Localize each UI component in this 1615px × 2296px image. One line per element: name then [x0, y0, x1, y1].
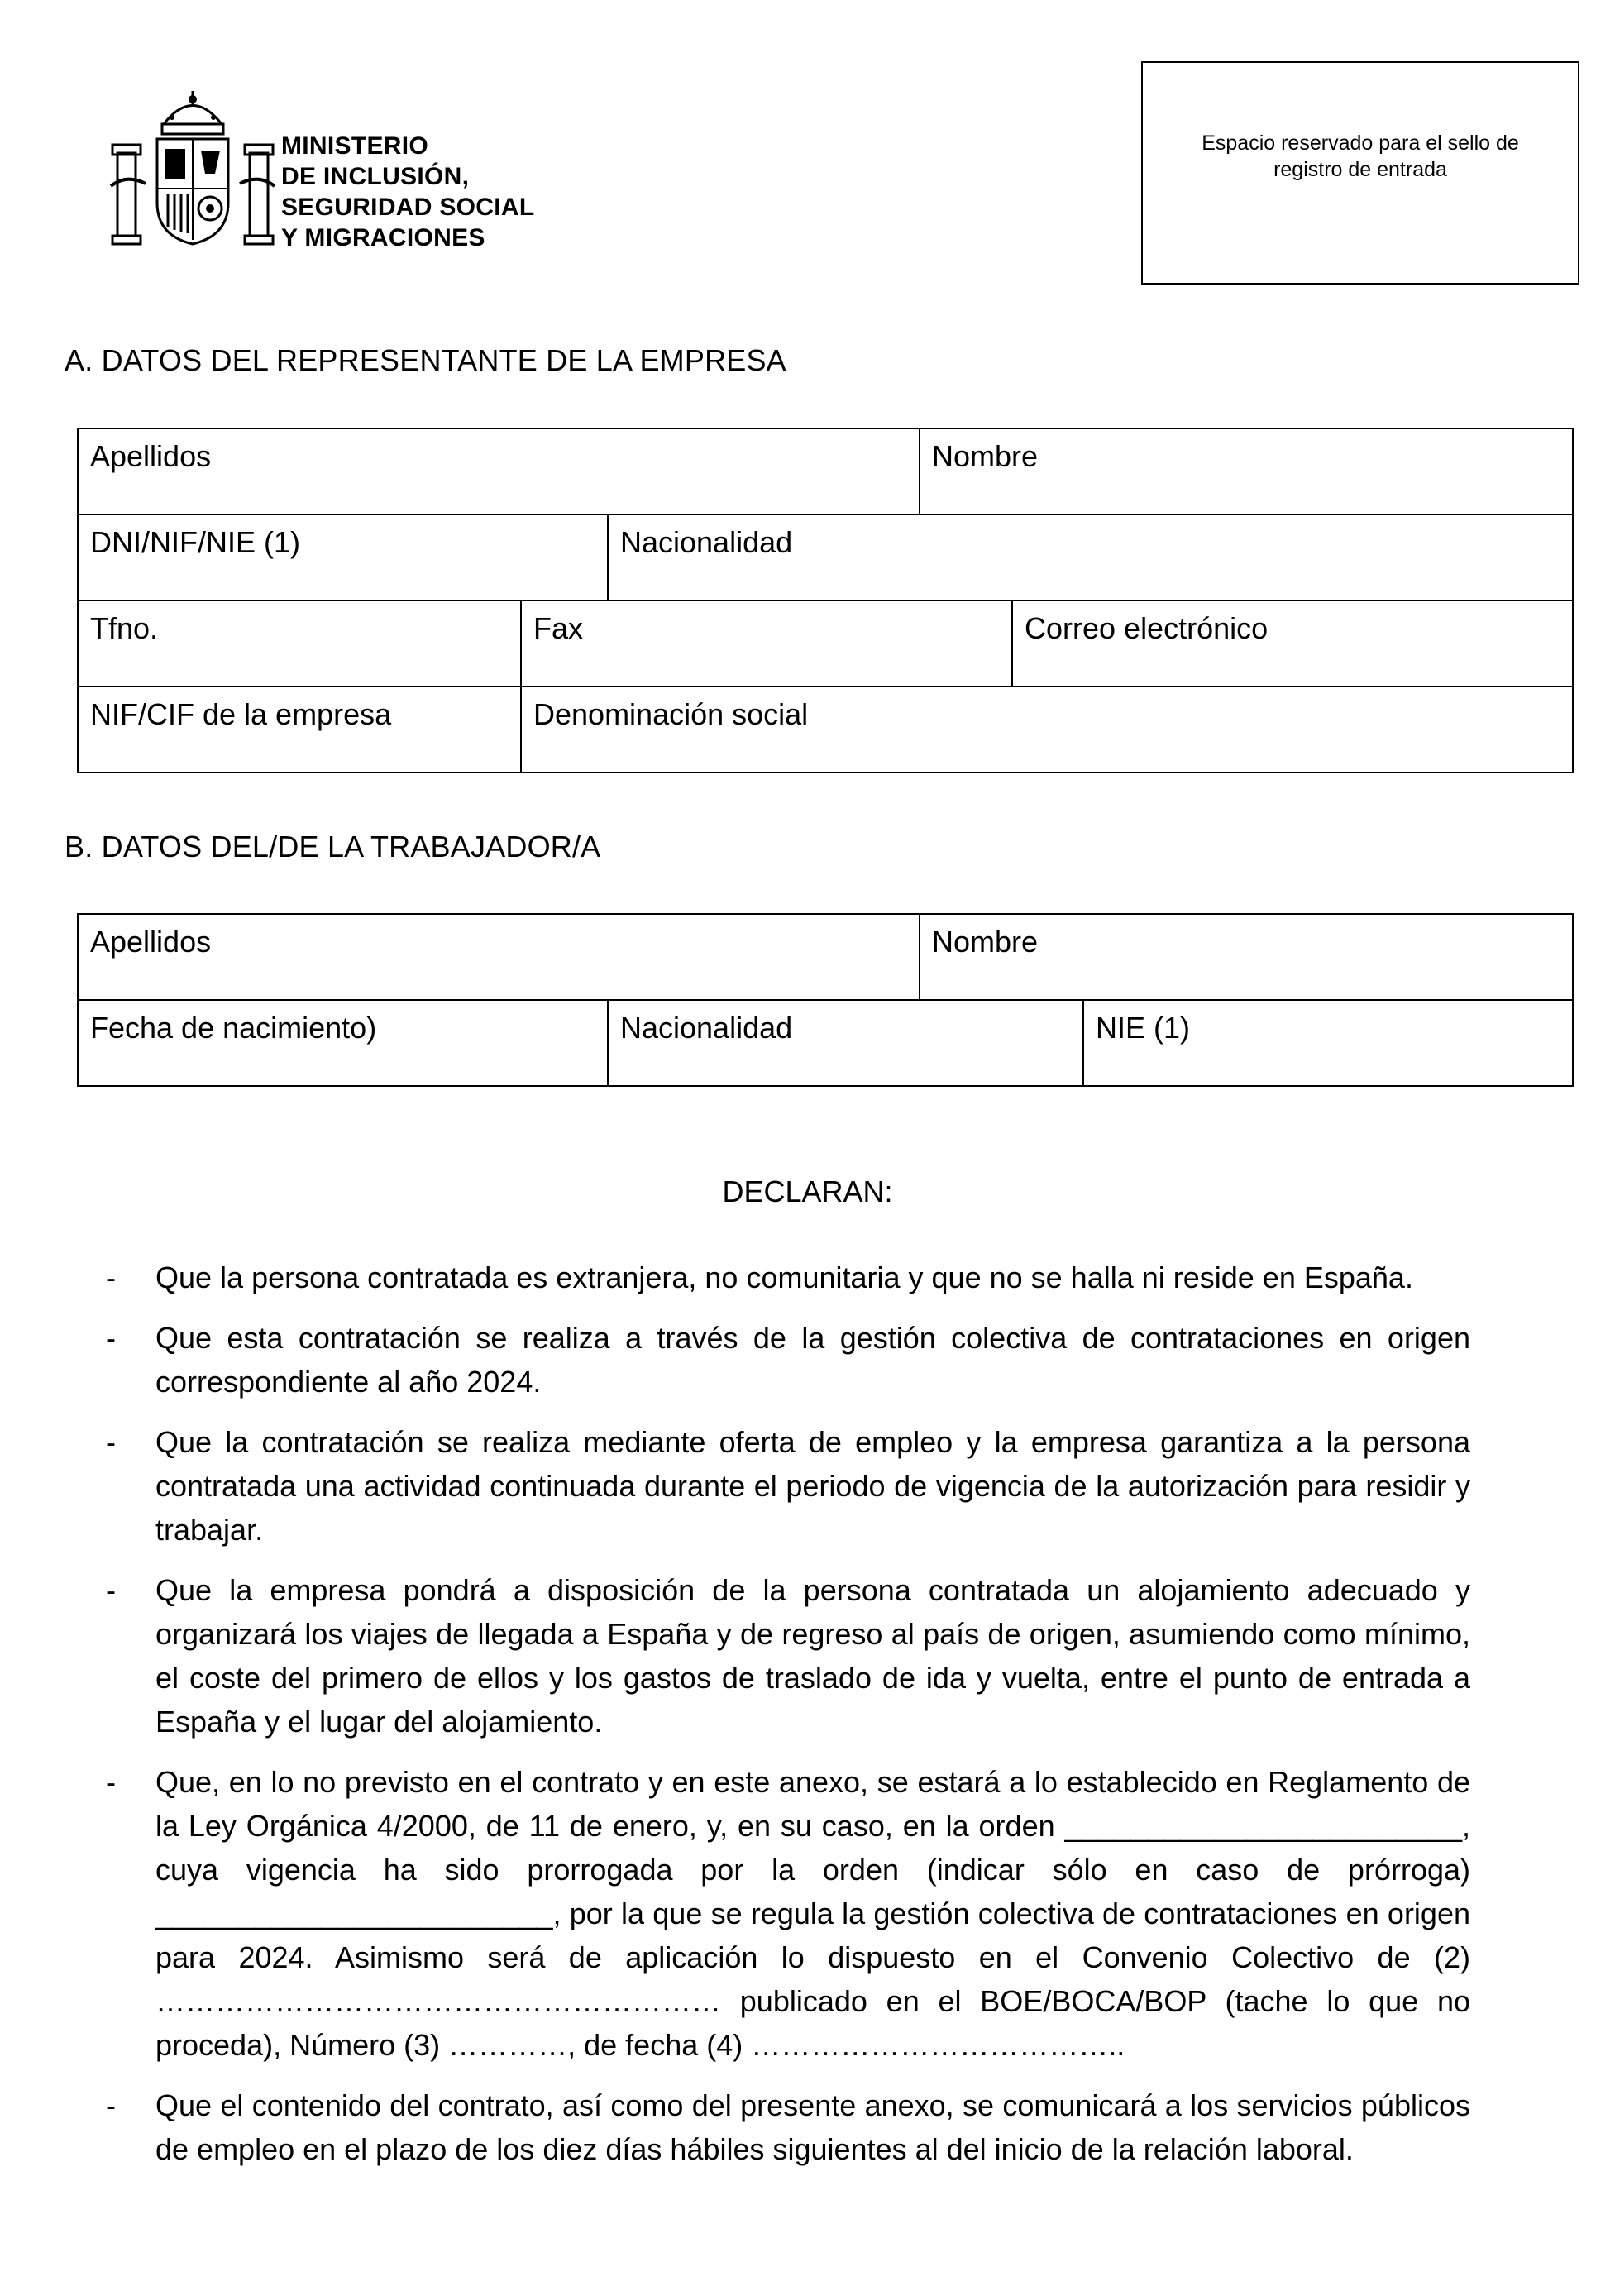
ministry-name [281, 131, 534, 253]
declaration-list [106, 1256, 1470, 2188]
field-label: Fecha de nacimiento) [90, 1011, 377, 1045]
field-label: NIE (1) [1096, 1011, 1191, 1045]
field-nacionalidad[interactable] [607, 999, 1084, 1087]
field-nacionalidad[interactable] [607, 514, 1574, 601]
field-label: Apellidos [90, 439, 212, 473]
declaration-text: Que el contenido del contrato, así como del presente anexo, se comunicará a los servicios públicos de empleo en el plazo de los diez días hábiles siguientes al del inicio de la relación laboral. [155, 2088, 1470, 2166]
declaran-heading: DECLARAN: [722, 1174, 893, 1208]
field-dni[interactable] [77, 514, 609, 601]
declaration-item: - Que la persona contratada es extranjera, no comunitaria y que no se halla ni reside en España. [106, 1260, 1413, 1294]
field-nif-empresa[interactable] [77, 686, 522, 773]
section-b-title: B. DATOS DEL/DE LA TRABAJADOR/A [65, 830, 601, 863]
field-nombre[interactable] [919, 428, 1574, 515]
section-a-title: A. DATOS DEL REPRESENTANTE DE LA EMPRESA [65, 343, 786, 377]
registry-stamp-box [1141, 61, 1579, 285]
field-apellidos[interactable] [77, 428, 920, 515]
section-a-form [77, 428, 1574, 780]
declaration-item: - Que el contenido del contrato, así como del presente anexo, se comunicará a los servicios públicos de empleo en el plazo de los diez días hábiles siguientes al del inicio de la relación laboral. [106, 2088, 1470, 2166]
form-row [77, 913, 1574, 1001]
field-label: Tfno. [90, 611, 159, 645]
stamp-instruction: Espacio reservado para el sello de registro de entrada [1202, 132, 1519, 181]
field-label: NIF/CIF de la empresa [90, 697, 392, 731]
ministry-line: Y MIGRACIONES [281, 224, 485, 251]
field-fecha-nacimiento[interactable] [77, 999, 609, 1087]
field-label: Nombre [932, 925, 1039, 959]
field-apellidos[interactable] [77, 913, 920, 1001]
field-label: Nacionalidad [620, 525, 793, 559]
field-label: DNI/NIF/NIE (1) [90, 525, 301, 559]
field-denominacion[interactable] [520, 686, 1574, 773]
declaration-item: - Que esta contratación se realiza a través de la gestión colectiva de contrataciones en origen correspondiente al año 2024. [106, 1321, 1470, 1399]
field-tfno[interactable] [77, 600, 522, 687]
field-correo[interactable] [1011, 600, 1574, 687]
declaration-text: Que esta contratación se realiza a través de la gestión colectiva de contrataciones en origen correspondiente al año 2024. [155, 1321, 1470, 1399]
form-row [77, 686, 1574, 773]
field-label: Denominación social [533, 697, 809, 731]
field-label: Nacionalidad [620, 1011, 793, 1045]
declaration-item: - Que la contratación se realiza mediante oferta de empleo y la empresa garantiza a la persona contratada una actividad continuada durante el periodo de vigencia de la autorización para residir y trabajar. [106, 1425, 1470, 1547]
form-row [77, 600, 1574, 687]
coat-of-arms-logo [106, 91, 280, 252]
ministry-line: DE INCLUSIÓN, [281, 163, 470, 190]
form-row [77, 514, 1574, 601]
declaration-text: Que la persona contratada es extranjera, no comunitaria y que no se halla ni reside en España. [155, 1260, 1413, 1294]
declaration-text: Que, en lo no previsto en el contrato y en este anexo, se estará a lo establecido en Reglamento de la Ley Orgánica 4/2000, de 11 de enero, y, en su caso, en la orden ________________________, cuya vigencia ha sido prorrogada por la orden (indicar sólo en caso de prórroga) ________________________, por la que se regula la gestión colectiva de contrataciones en origen para 2024. Asimismo será de aplicación lo dispuesto en el Convenio Colectivo de (2) ………………………………………………… publicado en el BOE/BOCA/BOP (tache lo que no proceda), Número (3) …………, de fecha (4) ……………………………….. [155, 1765, 1470, 2062]
section-b-form [77, 913, 1574, 1093]
declaration-text: Que la contratación se realiza mediante oferta de empleo y la empresa garantiza a la persona contratada una actividad continuada durante el periodo de vigencia de la autorización para residir y trabajar. [155, 1425, 1470, 1547]
field-label: Correo electrónico [1025, 611, 1269, 645]
declaration-item: - Que, en lo no previsto en el contrato y en este anexo, se estará a lo establecido en Reglamento de la Ley Orgánica 4/2000, de 11 de enero, y, en su caso, en la orden ________________________, cuya vigencia ha sido prorrogada por la orden (indicar sólo en caso de prórroga) ________________________, por la que se regula la gestión colectiva de contrataciones en origen para 2024. Asimismo será de aplicación lo dispuesto en el Convenio Colectivo de (2) ………………………………………………… publicado en el BOE/BOCA/BOP (tache lo que no proceda), Número (3) …………, de fecha (4) ……………………………….. [106, 1765, 1470, 2062]
field-label: Apellidos [90, 925, 212, 959]
field-fax[interactable] [520, 600, 1013, 687]
field-label: Nombre [932, 439, 1039, 473]
form-row [77, 999, 1574, 1087]
declaration-item: - Que la empresa pondrá a disposición de la persona contratada un alojamiento adecuado y organizará los viajes de llegada a España y de regreso al país de origen, asumiendo como mínimo, el coste del primero de ellos y los gastos de traslado de ida y vuelta, entre el punto de entrada a España y el lugar del alojamiento. [106, 1573, 1470, 1739]
ministry-line: MINISTERIO [281, 132, 429, 160]
declaration-text: Que la empresa pondrá a disposición de la persona contratada un alojamiento adecuado y organizará los viajes de llegada a España y de regreso al país de origen, asumiendo como mínimo, el coste del primero de ellos y los gastos de traslado de ida y vuelta, entre el punto de entrada a España y el lugar del alojamiento. [155, 1573, 1470, 1739]
field-nie[interactable] [1082, 999, 1574, 1087]
ministry-line: SEGURIDAD SOCIAL [281, 194, 535, 221]
field-nombre[interactable] [919, 913, 1574, 1001]
form-row [77, 428, 1574, 515]
field-label: Fax [533, 611, 584, 645]
